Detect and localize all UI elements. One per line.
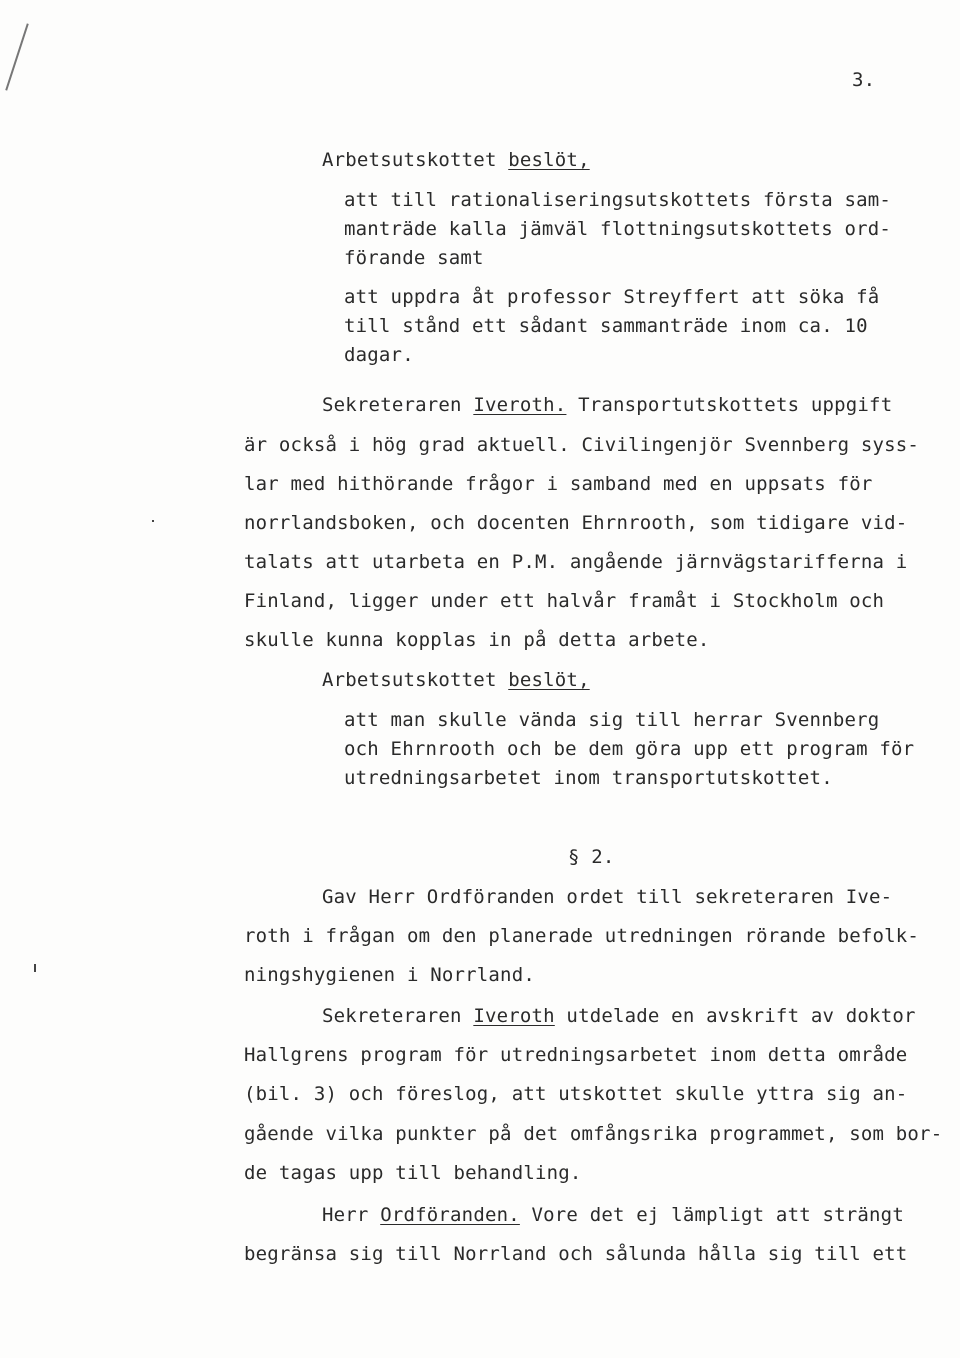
text-line: och Ehrnrooth och be dem göra upp ett program för [344, 738, 915, 760]
text-line: är också i hög grad aktuell. Civilingenjör Svennberg syss- [244, 434, 920, 456]
page-number: 3. [852, 69, 876, 91]
heading-line [322, 148, 590, 172]
text-line: till stånd ett sådant sammanträde inom ca. 10 [344, 315, 868, 337]
text-line: förande samt [344, 247, 484, 269]
text-line: dagar. [344, 344, 414, 366]
heading-line [322, 668, 590, 692]
heading-verb: beslöt, [508, 149, 590, 171]
text-line: manträde kalla jämväl flottningsutskottets ord- [344, 218, 892, 240]
speaker-line [322, 1004, 916, 1028]
text-line: Gav Herr Ordföranden ordet till sekreteraren Ive- [322, 886, 893, 908]
text-line: lar med hithörande frågor i samband med en uppsats för [244, 473, 873, 495]
margin-dot [152, 520, 154, 522]
margin-pen-mark [5, 23, 29, 90]
heading-verb: beslöt, [508, 669, 590, 691]
speaker-line-text: Transportutskottets uppgift [566, 394, 893, 416]
speaker-name: Ordföranden. [380, 1204, 520, 1226]
speaker-line [322, 1203, 904, 1227]
text-line: (bil. 3) och föreslog, att utskottet skulle yttra sig an- [244, 1083, 908, 1105]
text-line: gående vilka punkter på det omfångsrika programmet, som bor- [244, 1123, 943, 1145]
text-line: skulle kunna kopplas in på detta arbete. [244, 629, 710, 651]
text-line: att man skulle vända sig till herrar Svennberg [344, 709, 880, 731]
speaker-name: Iveroth [473, 1005, 555, 1027]
text-line: talats att utarbeta en P.M. angående järnvägstarifferna i [244, 551, 908, 573]
speaker-line-text: Vore det ej lämpligt att strängt [519, 1204, 904, 1226]
section-number: § 2. [568, 846, 615, 868]
heading-subject: Arbetsutskottet [322, 149, 497, 171]
text-line: att uppdra åt professor Streyffert att söka få [344, 286, 880, 308]
speaker-name: Iveroth. [473, 394, 567, 416]
text-line: norrlandsboken, och docenten Ehrnrooth, som tidigare vid- [244, 512, 908, 534]
text-line: utredningsarbetet inom transportutskottet. [344, 767, 833, 789]
heading-subject: Arbetsutskottet [322, 669, 497, 691]
margin-dot [34, 964, 36, 972]
text-line: de tagas upp till behandling. [244, 1162, 582, 1184]
speaker-title: Sekreteraren [322, 1005, 462, 1027]
speaker-title: Sekreteraren [322, 394, 462, 416]
text-line: ningshygienen i Norrland. [244, 964, 535, 986]
speaker-title: Herr [322, 1204, 369, 1226]
text-line: Finland, ligger under ett halvår framåt i Stockholm och [244, 590, 885, 612]
text-line: roth i frågan om den planerade utredningen rörande befolk- [244, 925, 920, 947]
speaker-line-text: utdelade en avskrift av doktor [554, 1005, 916, 1027]
text-line: begränsa sig till Norrland och sålunda hålla sig till ett [244, 1243, 908, 1265]
text-line: att till rationaliseringsutskottets första sam- [344, 189, 892, 211]
speaker-line [322, 393, 892, 417]
text-line: Hallgrens program för utredningsarbetet inom detta område [244, 1044, 908, 1066]
